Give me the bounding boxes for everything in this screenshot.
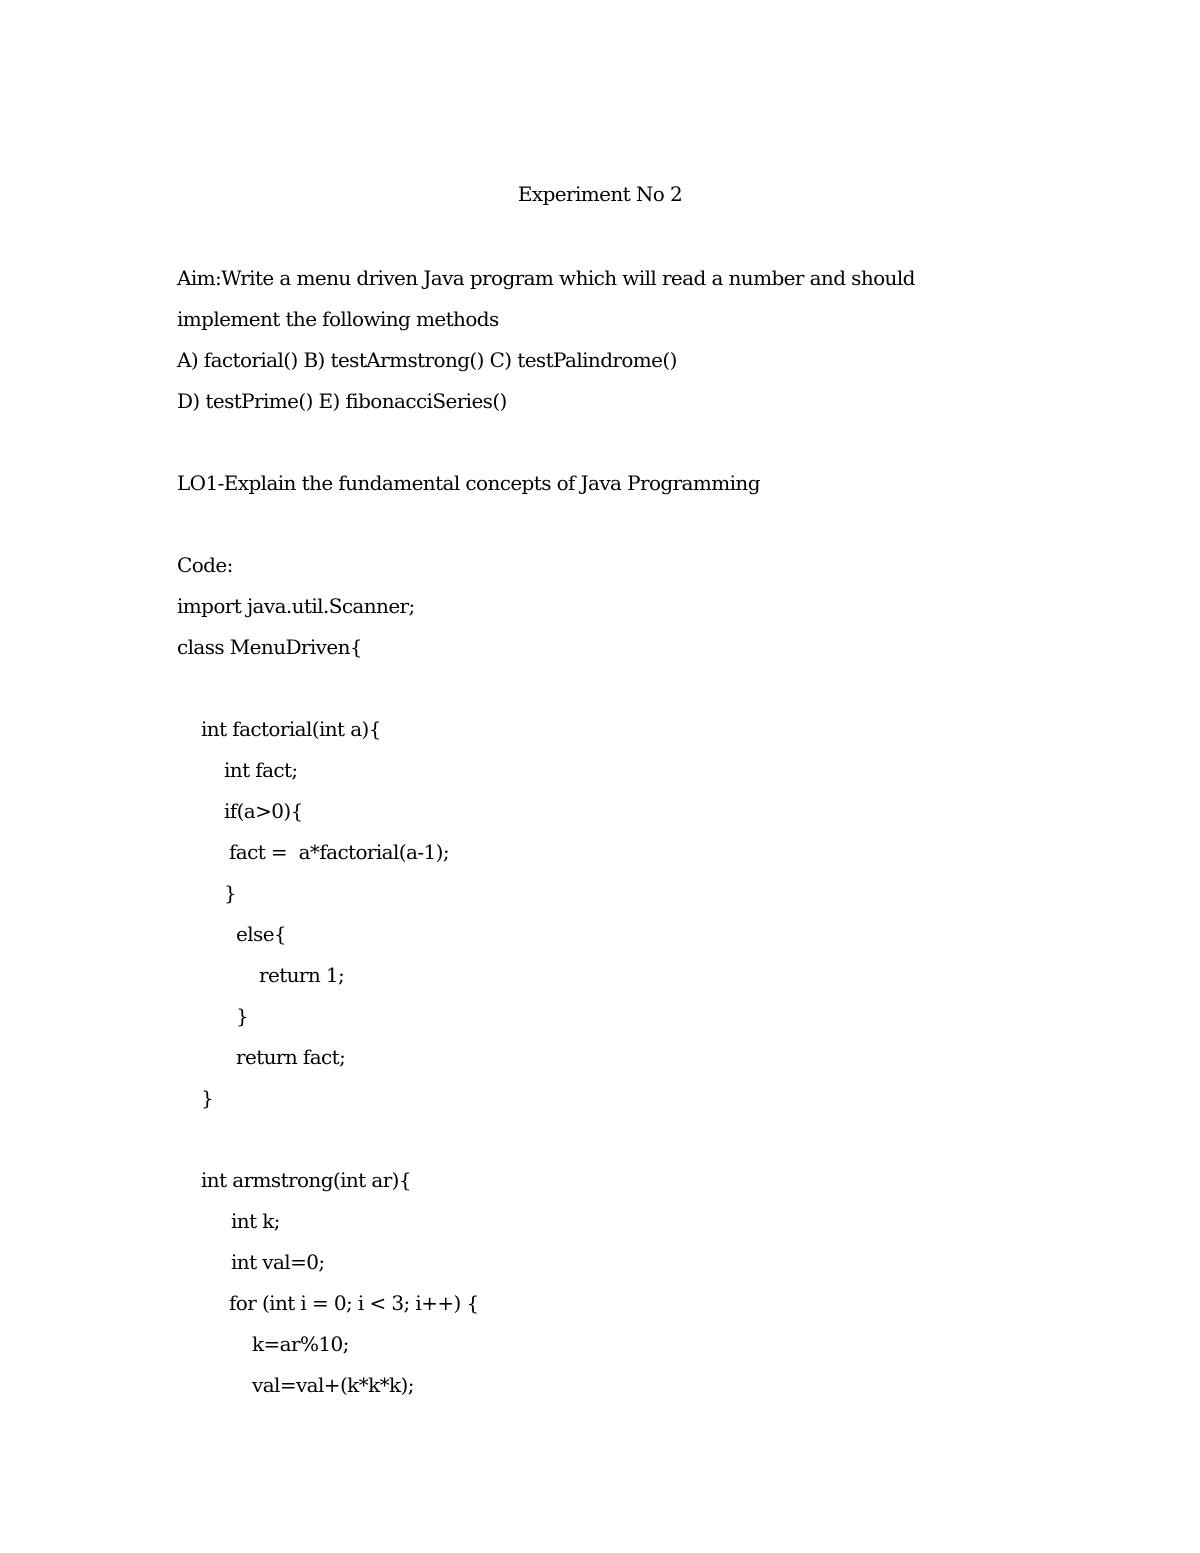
code-line: int armstrong(int ar){ (201, 1168, 411, 1192)
code-line: int k; (231, 1209, 280, 1233)
code-line: val=val+(k*k*k); (252, 1373, 414, 1397)
aim-line-2: implement the following methods (177, 307, 499, 331)
code-line: int val=0; (231, 1250, 325, 1274)
aim-line-4: D) testPrime() E) fibonacciSeries() (177, 389, 507, 413)
code-line: k=ar%10; (252, 1332, 349, 1356)
code-line: } (236, 1004, 249, 1028)
code-line: } (224, 881, 237, 905)
code-line: import java.util.Scanner; (177, 594, 415, 618)
aim-line-3: A) factorial() B) testArmstrong() C) testPalindrome() (177, 348, 677, 372)
code-line: return 1; (259, 963, 345, 987)
code-line: return fact; (236, 1045, 346, 1069)
code-line: fact = a*factorial(a-1); (229, 840, 449, 864)
code-label: Code: (177, 553, 233, 577)
code-line: int fact; (224, 758, 298, 782)
code-line: if(a>0){ (224, 799, 303, 823)
code-line: class MenuDriven{ (177, 635, 363, 659)
code-line: for (int i = 0; i < 3; i++) { (229, 1291, 479, 1315)
page-title: Experiment No 2 (517, 182, 683, 206)
code-line: else{ (236, 922, 287, 946)
learning-outcome: LO1-Explain the fundamental concepts of Java Programming (177, 471, 760, 495)
code-line: int factorial(int a){ (201, 717, 381, 741)
code-line: } (201, 1086, 214, 1110)
aim-line-1: Aim:Write a menu driven Java program which will read a number and should (177, 266, 915, 290)
